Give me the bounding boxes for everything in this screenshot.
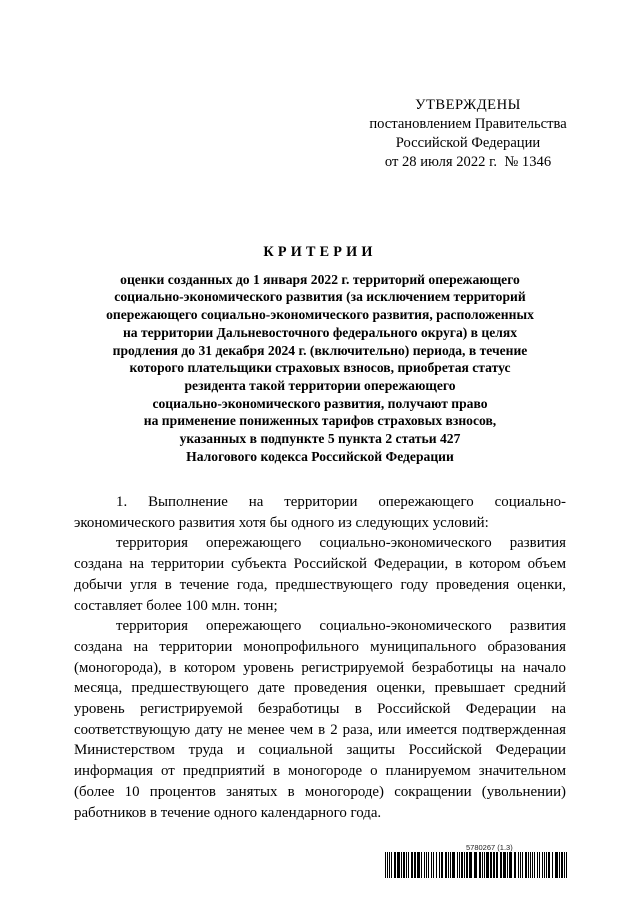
approval-title: УТВЕРЖДЕНЫ bbox=[415, 97, 521, 113]
heading-line: на территории Дальневосточного федерального округа) в целях bbox=[122, 324, 518, 340]
barcode-label: 5780267 (1.3) bbox=[466, 843, 513, 852]
approval-block bbox=[358, 96, 578, 172]
heading-line: опережающего социально-экономического развития, расположенных bbox=[106, 307, 534, 323]
approval-line-2: Российской Федерации bbox=[395, 135, 541, 151]
body-paragraph-2: территория опережающего социально-экономического развития создана на территории субъекта Российской Федерации, в котором объем добычи угля в течение года, предшествующего году проведения оценки, составляет более 100 млн. тонн; bbox=[74, 535, 566, 614]
body-paragraph-3: территория опережающего социально-экономического развития создана на территории монопрофильного муниципального образования (моногорода), в котором уровень регистрируемой безработицы на начало месяца, предшествующего дате проведения оценки, превышает средний уровень регистрируемой безработицы в Российской Федерации на соответствующую дату не менее чем в 2 раза, или имеется подтвержденная Министерством труда и социальной защиты Российской Федерации информация от предприятий в моногороде о планируемом значительном (более 10 процентов занятых в моногороде) сокращении (увольнении) работников в течение одного календарного года. bbox=[74, 618, 566, 821]
heading-line: оценки созданных до 1 января 2022 г. территорий опережающего bbox=[120, 271, 520, 287]
barcode-graphic bbox=[385, 852, 567, 878]
body-paragraph-1: 1. Выполнение на территории опережающего социально-экономического развития хотя бы одного из следующих условий: bbox=[74, 494, 566, 531]
heading-line: продления до 31 декабря 2024 г. (включительно) периода, в течение bbox=[112, 342, 528, 358]
heading-line: указанных в подпункте 5 пункта 2 статьи 427 bbox=[179, 431, 461, 447]
heading-line: социально-экономического развития, получают право bbox=[152, 395, 488, 411]
heading-title: КРИТЕРИИ bbox=[263, 244, 377, 260]
document-body bbox=[74, 492, 566, 823]
heading-line: на применение пониженных тарифов страховых взносов, bbox=[143, 413, 497, 429]
heading-line: которого плательщики страховых взносов, приобретая статус bbox=[129, 360, 511, 376]
heading-line: социально-экономического развития (за исключением территорий bbox=[114, 289, 526, 305]
approval-line-1: постановлением Правительства bbox=[369, 116, 567, 132]
heading-line: Налогового кодекса Российской Федерации bbox=[186, 448, 454, 464]
heading-line: резидента такой территории опережающего bbox=[184, 377, 456, 393]
document-heading bbox=[60, 244, 580, 465]
barcode-image bbox=[385, 852, 567, 878]
approval-line-3: от 28 июля 2022 г. № 1346 bbox=[384, 154, 552, 170]
